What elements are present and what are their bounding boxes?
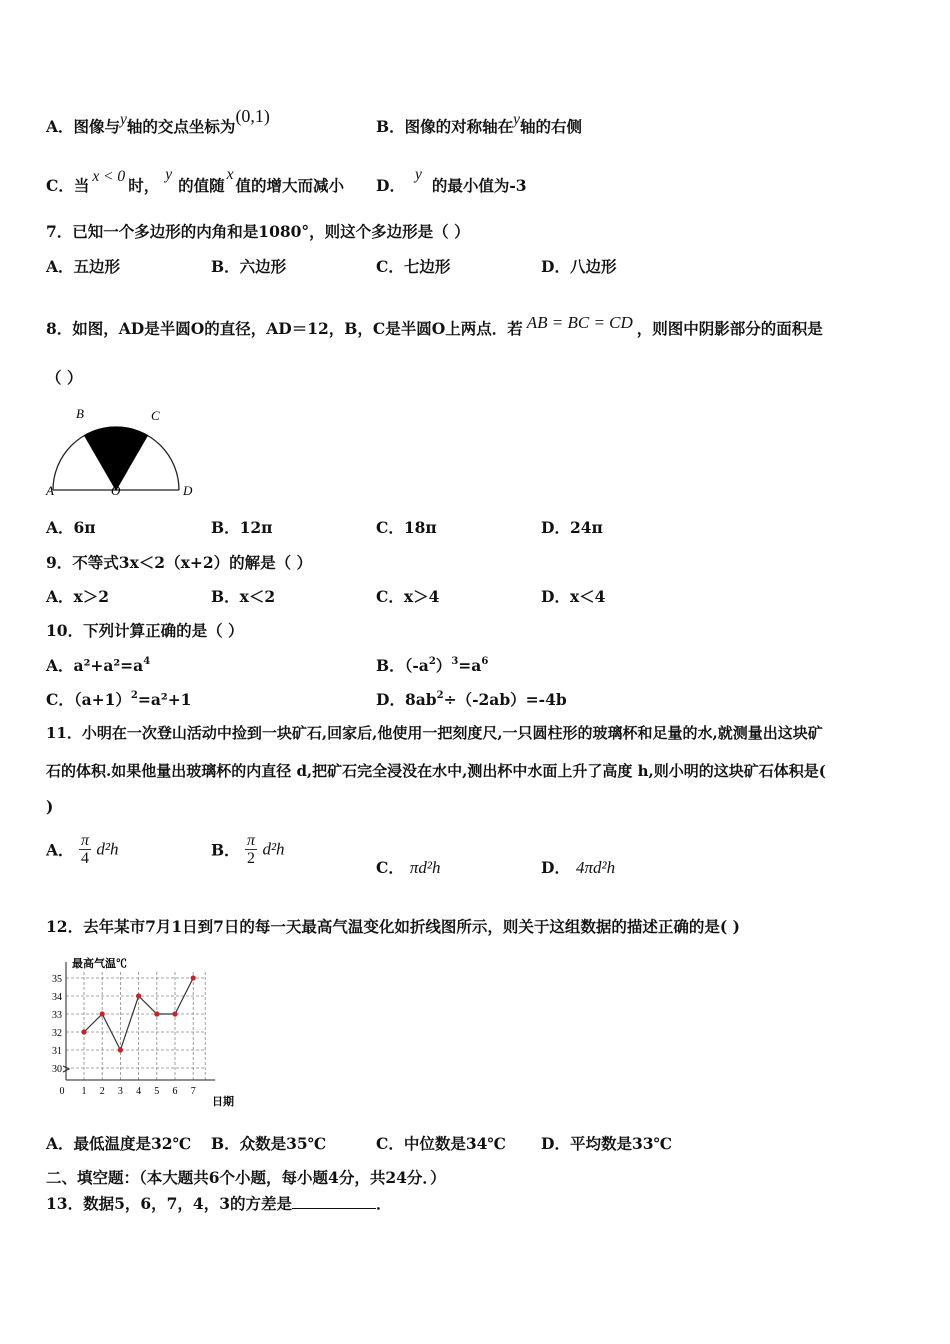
option-text: D．8ab bbox=[376, 690, 437, 709]
option-label: C． bbox=[376, 858, 404, 877]
q12-option-b: B．众数是35℃ bbox=[211, 1134, 327, 1153]
expr: πd²h bbox=[409, 858, 441, 877]
chart-xlabel: 日期 bbox=[212, 1096, 234, 1108]
chart-ticks bbox=[52, 974, 196, 1097]
option-text: =a bbox=[458, 656, 482, 675]
var-y: y bbox=[513, 111, 520, 128]
x-tick-label: 5 bbox=[154, 1086, 160, 1097]
option-text: 值的增大而减小 bbox=[235, 176, 345, 195]
condition: x < 0 bbox=[92, 168, 126, 185]
q13-period: ． bbox=[376, 1194, 392, 1213]
data-point bbox=[118, 1047, 123, 1052]
q11-option-c bbox=[376, 856, 440, 878]
x-tick-label: 3 bbox=[117, 1086, 123, 1097]
data-point bbox=[136, 993, 141, 998]
var-y: y bbox=[414, 166, 422, 183]
q9-option-a: A．x＞2 bbox=[46, 587, 110, 606]
q10-stem: 10．下列计算正确的是（ ） bbox=[46, 621, 244, 640]
q7-stem: 7．已知一个多边形的内角和是1080°，则这个多边形是（ ） bbox=[46, 222, 470, 241]
q10-option-b bbox=[376, 654, 488, 676]
q11-option-a bbox=[46, 832, 118, 867]
superscript: 2 bbox=[436, 690, 444, 701]
y-tick-label: 30 bbox=[52, 1064, 62, 1075]
q8-paren: （ ） bbox=[46, 368, 83, 387]
var-y: y bbox=[165, 166, 173, 183]
superscript: 2 bbox=[130, 690, 138, 701]
option-label: B．图像的对称轴在 bbox=[376, 117, 514, 136]
arc-equation: AB = BC = CD bbox=[526, 313, 633, 332]
q6-option-c bbox=[46, 166, 345, 196]
q12-stem: 12．去年某市7月1日到7日的每一天最高气温变化如折线图所示，则关于这组数据的描述正确的是( ) bbox=[46, 917, 740, 936]
shaded-sector bbox=[85, 427, 148, 490]
q8-option-c: C．18π bbox=[376, 518, 437, 537]
y-tick-label: 33 bbox=[52, 1010, 62, 1021]
option-text: 轴的右侧 bbox=[520, 117, 583, 136]
coord: (0,1) bbox=[235, 106, 270, 126]
q7-option-c: C．七边形 bbox=[376, 257, 451, 276]
option-text: 的最小值为-3 bbox=[431, 176, 527, 195]
superscript: 6 bbox=[481, 656, 489, 667]
q9-option-d: D．x＜4 bbox=[541, 587, 606, 606]
expr: d²h bbox=[262, 839, 285, 859]
q9-option-c: C．x＞4 bbox=[376, 587, 440, 606]
stem-text: 8．如图，AD是半圆O的直径，AD＝12，B，C是半圆O上两点．若 bbox=[46, 319, 523, 338]
var-y: y bbox=[120, 111, 127, 128]
x-tick-label: 7 bbox=[190, 1086, 196, 1097]
numerator: π bbox=[247, 832, 256, 849]
option-text: A．a²+a²=a bbox=[46, 656, 144, 675]
q12-option-c: C．中位数是34℃ bbox=[376, 1134, 506, 1153]
q8-option-b: B．12π bbox=[211, 518, 273, 537]
q10-option-a bbox=[46, 654, 150, 676]
superscript: 4 bbox=[143, 656, 151, 667]
superscript: 2 bbox=[428, 656, 436, 667]
label-d: D bbox=[183, 483, 193, 498]
label-a: A bbox=[46, 483, 54, 498]
superscript: 3 bbox=[451, 656, 459, 667]
y-tick-label: 32 bbox=[52, 1028, 62, 1039]
label-c: C bbox=[151, 408, 160, 423]
fraction bbox=[245, 832, 257, 867]
q7-option-a: A．五边形 bbox=[46, 257, 121, 276]
q11-line2: 石的体积.如果他量出玻璃杯的内直径 d,把矿石完全浸没在水中,测出杯中水面上升了高度 h,则小明的这块矿石体积是( bbox=[46, 762, 826, 780]
data-point bbox=[81, 1029, 86, 1034]
expr: 4πd²h bbox=[575, 858, 616, 877]
data-point bbox=[154, 1011, 159, 1016]
option-text: 的值随 bbox=[178, 176, 225, 195]
option-label: C．当 bbox=[46, 176, 90, 195]
option-text: 轴的交点坐标为 bbox=[126, 117, 236, 136]
option-text: ） bbox=[435, 656, 452, 675]
section-heading: 二、填空题：（本大题共6个小题，每小题4分，共24分．） bbox=[46, 1168, 446, 1187]
denominator: 4 bbox=[80, 850, 89, 867]
label-b: B bbox=[76, 406, 84, 421]
expr: d²h bbox=[96, 839, 119, 859]
label-o: O bbox=[111, 483, 121, 498]
option-label: D． bbox=[541, 858, 570, 877]
answer-blank[interactable] bbox=[292, 1194, 376, 1209]
option-text: ÷（-2ab）=-4b bbox=[443, 690, 567, 709]
data-point bbox=[172, 1011, 177, 1016]
x-tick-label: 0 bbox=[59, 1086, 65, 1097]
chart-grid bbox=[66, 972, 205, 1080]
q11-option-d bbox=[541, 856, 615, 878]
option-label: A．图像与 bbox=[46, 117, 121, 136]
x-tick-label: 2 bbox=[99, 1086, 105, 1097]
q13-text: 13．数据5，6，7，4，3的方差是 bbox=[46, 1194, 292, 1213]
option-text: B．（-a bbox=[376, 656, 429, 675]
q10-option-d bbox=[376, 688, 567, 710]
semicircle-figure bbox=[40, 400, 210, 500]
q9-stem: 9．不等式3x＜2（x+2）的解是（ ） bbox=[46, 553, 313, 572]
option-text: 时， bbox=[128, 176, 160, 195]
q8-option-d: D．24π bbox=[541, 518, 603, 537]
y-tick-label: 35 bbox=[52, 974, 62, 985]
q7-option-d: D．八边形 bbox=[541, 257, 617, 276]
numerator: π bbox=[80, 832, 89, 849]
var-x: x bbox=[226, 166, 234, 183]
y-tick-label: 34 bbox=[52, 992, 62, 1003]
option-text: =a²+1 bbox=[137, 690, 192, 709]
x-tick-label: 1 bbox=[81, 1086, 87, 1097]
q11-option-b bbox=[211, 832, 285, 867]
q7-option-b: B．六边形 bbox=[211, 257, 287, 276]
temperature-line-chart bbox=[44, 954, 244, 1110]
q6-option-a bbox=[46, 106, 270, 137]
q8-stem bbox=[46, 313, 823, 339]
data-point bbox=[191, 975, 196, 980]
q12-option-d: D．平均数是33℃ bbox=[541, 1134, 673, 1153]
option-label: B． bbox=[211, 840, 240, 860]
q11-line3: ) bbox=[46, 797, 54, 816]
q6-option-b bbox=[376, 111, 583, 137]
fraction bbox=[79, 832, 91, 867]
option-label: A． bbox=[46, 840, 74, 860]
q8-option-a: A．6π bbox=[46, 518, 96, 537]
x-tick-label: 6 bbox=[172, 1086, 178, 1097]
q6-option-d bbox=[376, 166, 527, 196]
q9-option-b: B．x＜2 bbox=[211, 587, 276, 606]
q10-option-c bbox=[46, 688, 191, 710]
data-point bbox=[100, 1011, 105, 1016]
q11-line1: 11．小明在一次登山活动中捡到一块矿石,回家后,他使用一把刻度尺,一只圆柱形的玻璃杯和足量的水,就测量出这块矿 bbox=[46, 724, 823, 742]
q13 bbox=[46, 1192, 392, 1214]
x-tick-label: 4 bbox=[136, 1086, 142, 1097]
chart-ylabel: 最高气温℃ bbox=[72, 958, 127, 970]
stem-text: ，则图中阴影部分的面积是 bbox=[636, 319, 823, 338]
option-text: C．（a+1） bbox=[46, 690, 131, 709]
y-tick-label: 31 bbox=[52, 1046, 62, 1057]
q12-option-a: A．最低温度是32℃ bbox=[46, 1134, 192, 1153]
option-label: D． bbox=[376, 176, 405, 195]
denominator: 2 bbox=[247, 850, 256, 867]
